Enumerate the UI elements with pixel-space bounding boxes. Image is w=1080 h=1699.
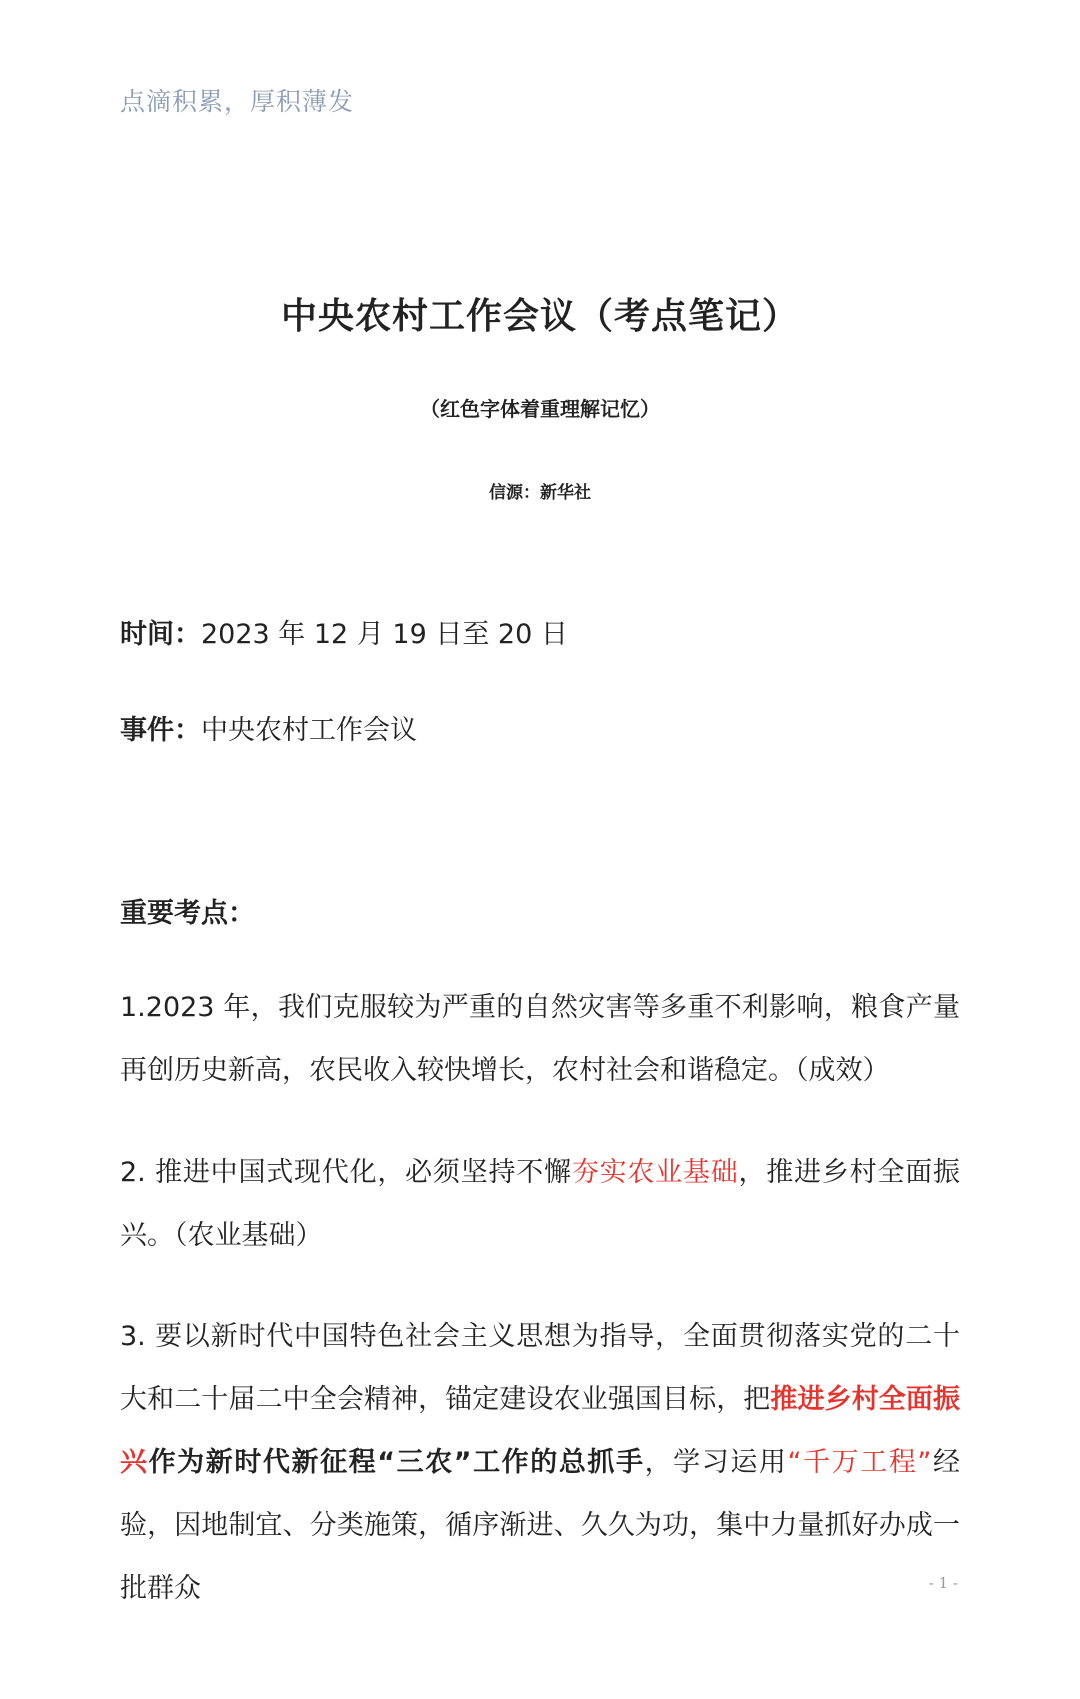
- event-label: 事件：: [120, 715, 201, 746]
- key-point-3-text-a: 3. 要以新时代中国特色社会主义思想为指导，全面贯彻落实党的二十大和二十届二中全会精神，锚定建设农业强国目标，把: [120, 1321, 960, 1415]
- document-source: 信源：新华社: [489, 483, 591, 503]
- key-point-3-highlight-1: 推进乡村全面振兴: [120, 1384, 961, 1478]
- document-subtitle: （红色字体着重理解记忆）: [420, 397, 660, 421]
- key-point-2-highlight: 夯实农业基础: [571, 1157, 739, 1188]
- key-point-3: [120, 1305, 960, 1620]
- key-point-2-text-b: ，推进乡村全面振兴。（农业基础）: [120, 1157, 960, 1251]
- key-point-2-text-a: 2. 推进中国式现代化，必须坚持不懈: [120, 1157, 572, 1188]
- time-label: 时间：: [120, 619, 201, 650]
- key-point-1: 1.2023 年，我们克服较为严重的自然灾害等多重不利影响，粮食产量再创历史新高，农民收入较快增长，农村社会和谐稳定。（成效）: [120, 992, 960, 1086]
- page-number: - 1 -: [928, 1574, 958, 1592]
- key-point-3-bold: 作为新时代新征程“三农”工作的总抓手: [148, 1447, 645, 1478]
- key-point-3-highlight-2: “千万工程”: [787, 1447, 932, 1478]
- key-point-3-text-b: ，学习运用: [644, 1447, 788, 1478]
- key-point-2: [120, 1141, 960, 1267]
- event-field: [120, 708, 417, 747]
- time-field: [120, 612, 568, 651]
- time-value: 2023 年 12 月 19 日至 20 日: [201, 619, 568, 650]
- key-point-3-text-c: 经验，因地制宜、分类施策，循序渐进、久久为功，集中力量抓好办成一批群众: [120, 1447, 961, 1604]
- header-slogan: 点滴积累，厚积薄发: [120, 87, 355, 116]
- document-title: 中央农村工作会议（考点笔记）: [280, 296, 799, 337]
- key-points-heading: 重要考点：: [120, 898, 255, 929]
- event-value: 中央农村工作会议: [201, 715, 417, 746]
